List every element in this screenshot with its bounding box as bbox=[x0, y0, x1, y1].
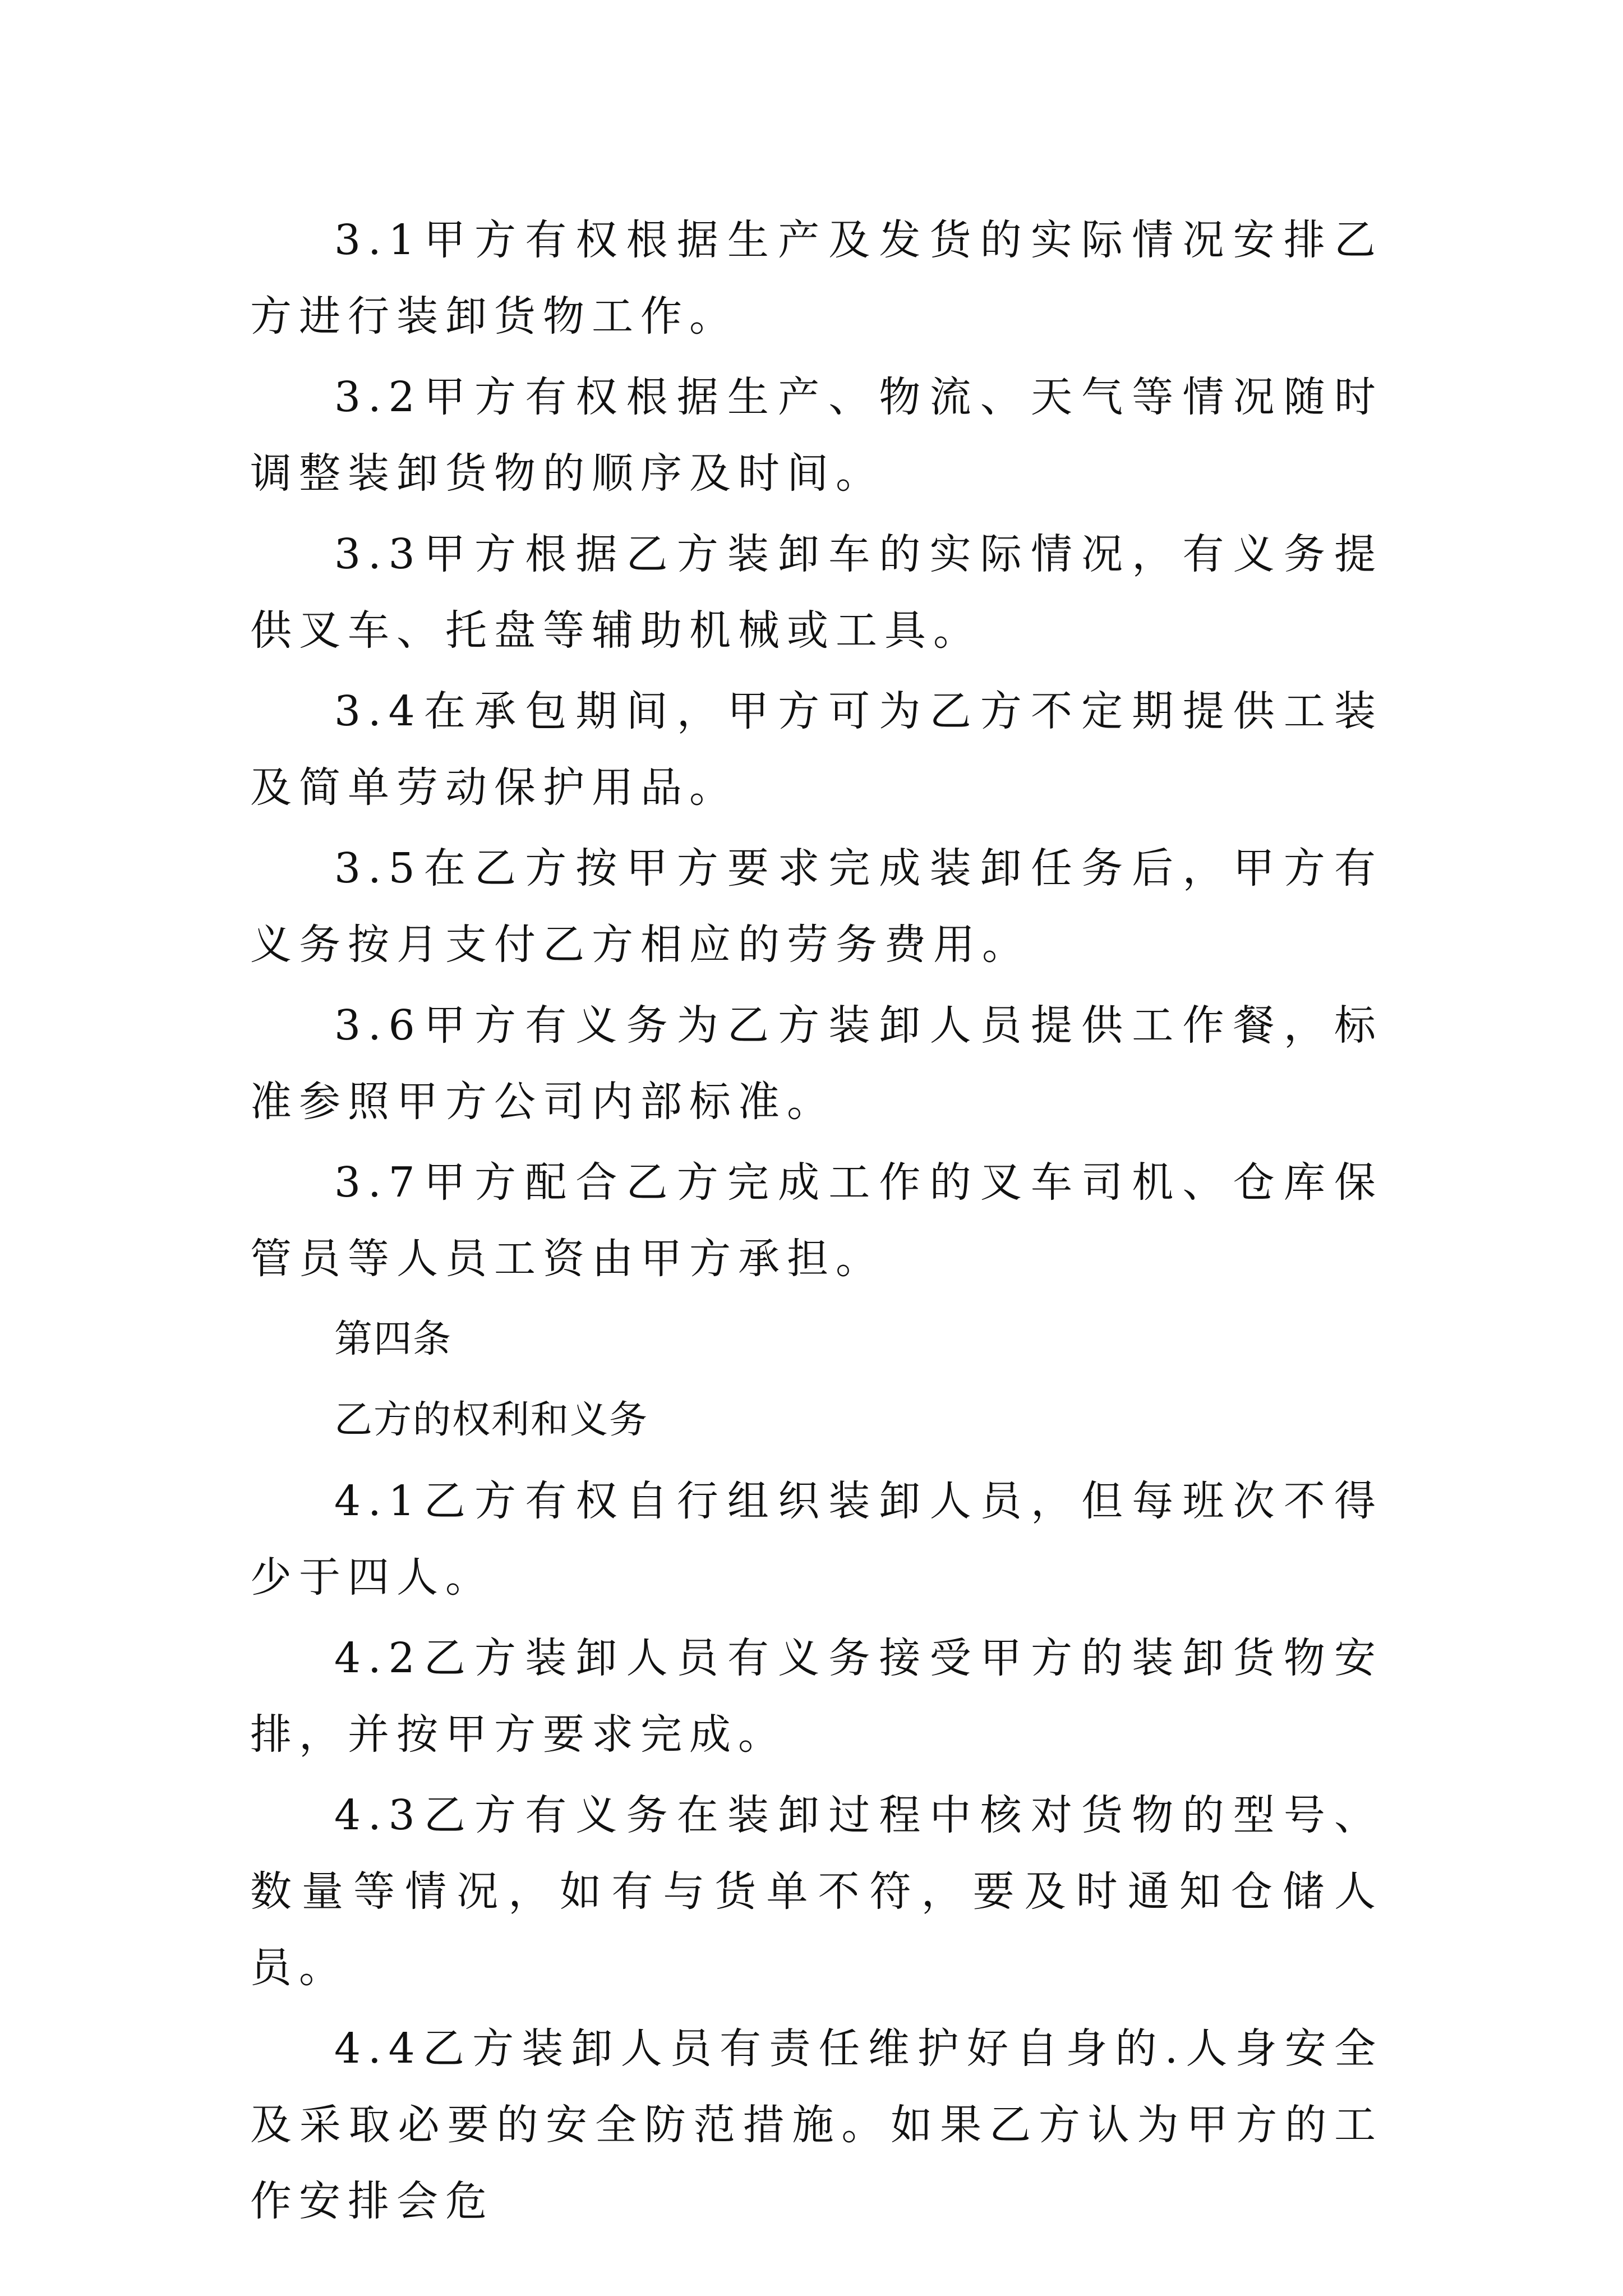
clause-4-3: 4.3乙方有义务在装卸过程中核对货物的型号、数量等情况，如有与货单不符，要及时通知仓储人员。 bbox=[250, 1791, 1383, 1992]
clause-3-4: 3.4在承包期间，甲方可为乙方不定期提供工装及简单劳动保护用品。 bbox=[250, 687, 1383, 812]
clause-3-7: 3.7甲方配合乙方完成工作的叉车司机、仓库保管员等人员工资由甲方承担。 bbox=[250, 1158, 1383, 1283]
clause-3-5: 3.5在乙方按甲方要求完成装卸任务后，甲方有义务按月支付乙方相应的劳务费用。 bbox=[250, 844, 1383, 969]
clause-4-1: 4.1乙方有权自行组织装卸人员，但每班次不得少于四人。 bbox=[250, 1477, 1383, 1602]
section-title: 乙方的权利和义务 bbox=[334, 1398, 649, 1442]
clause-3-6: 3.6甲方有义务为乙方装卸人员提供工作餐，标准参照甲方公司内部标准。 bbox=[250, 1001, 1383, 1126]
document-body bbox=[250, 202, 1383, 2244]
clause-3-3: 3.3甲方根据乙方装卸车的实际情况，有义务提供叉车、托盘等辅助机械或工具。 bbox=[250, 530, 1383, 655]
article-heading: 第四条 bbox=[334, 1317, 453, 1361]
clause-3-2: 3.2甲方有权根据生产、物流、天气等情况随时调整装卸货物的顺序及时间。 bbox=[250, 373, 1383, 498]
clause-4-4: 4.4乙方装卸人员有责任维护好自身的.人身安全及采取必要的安全防范措施。如果乙方认为甲方的工作安排会危 bbox=[250, 2024, 1383, 2225]
clause-4-2: 4.2乙方装卸人员有义务接受甲方的装卸货物安排，并按甲方要求完成。 bbox=[250, 1634, 1383, 1759]
clause-3-1: 3.1甲方有权根据生产及发货的实际情况安排乙方进行装卸货物工作。 bbox=[250, 216, 1383, 341]
